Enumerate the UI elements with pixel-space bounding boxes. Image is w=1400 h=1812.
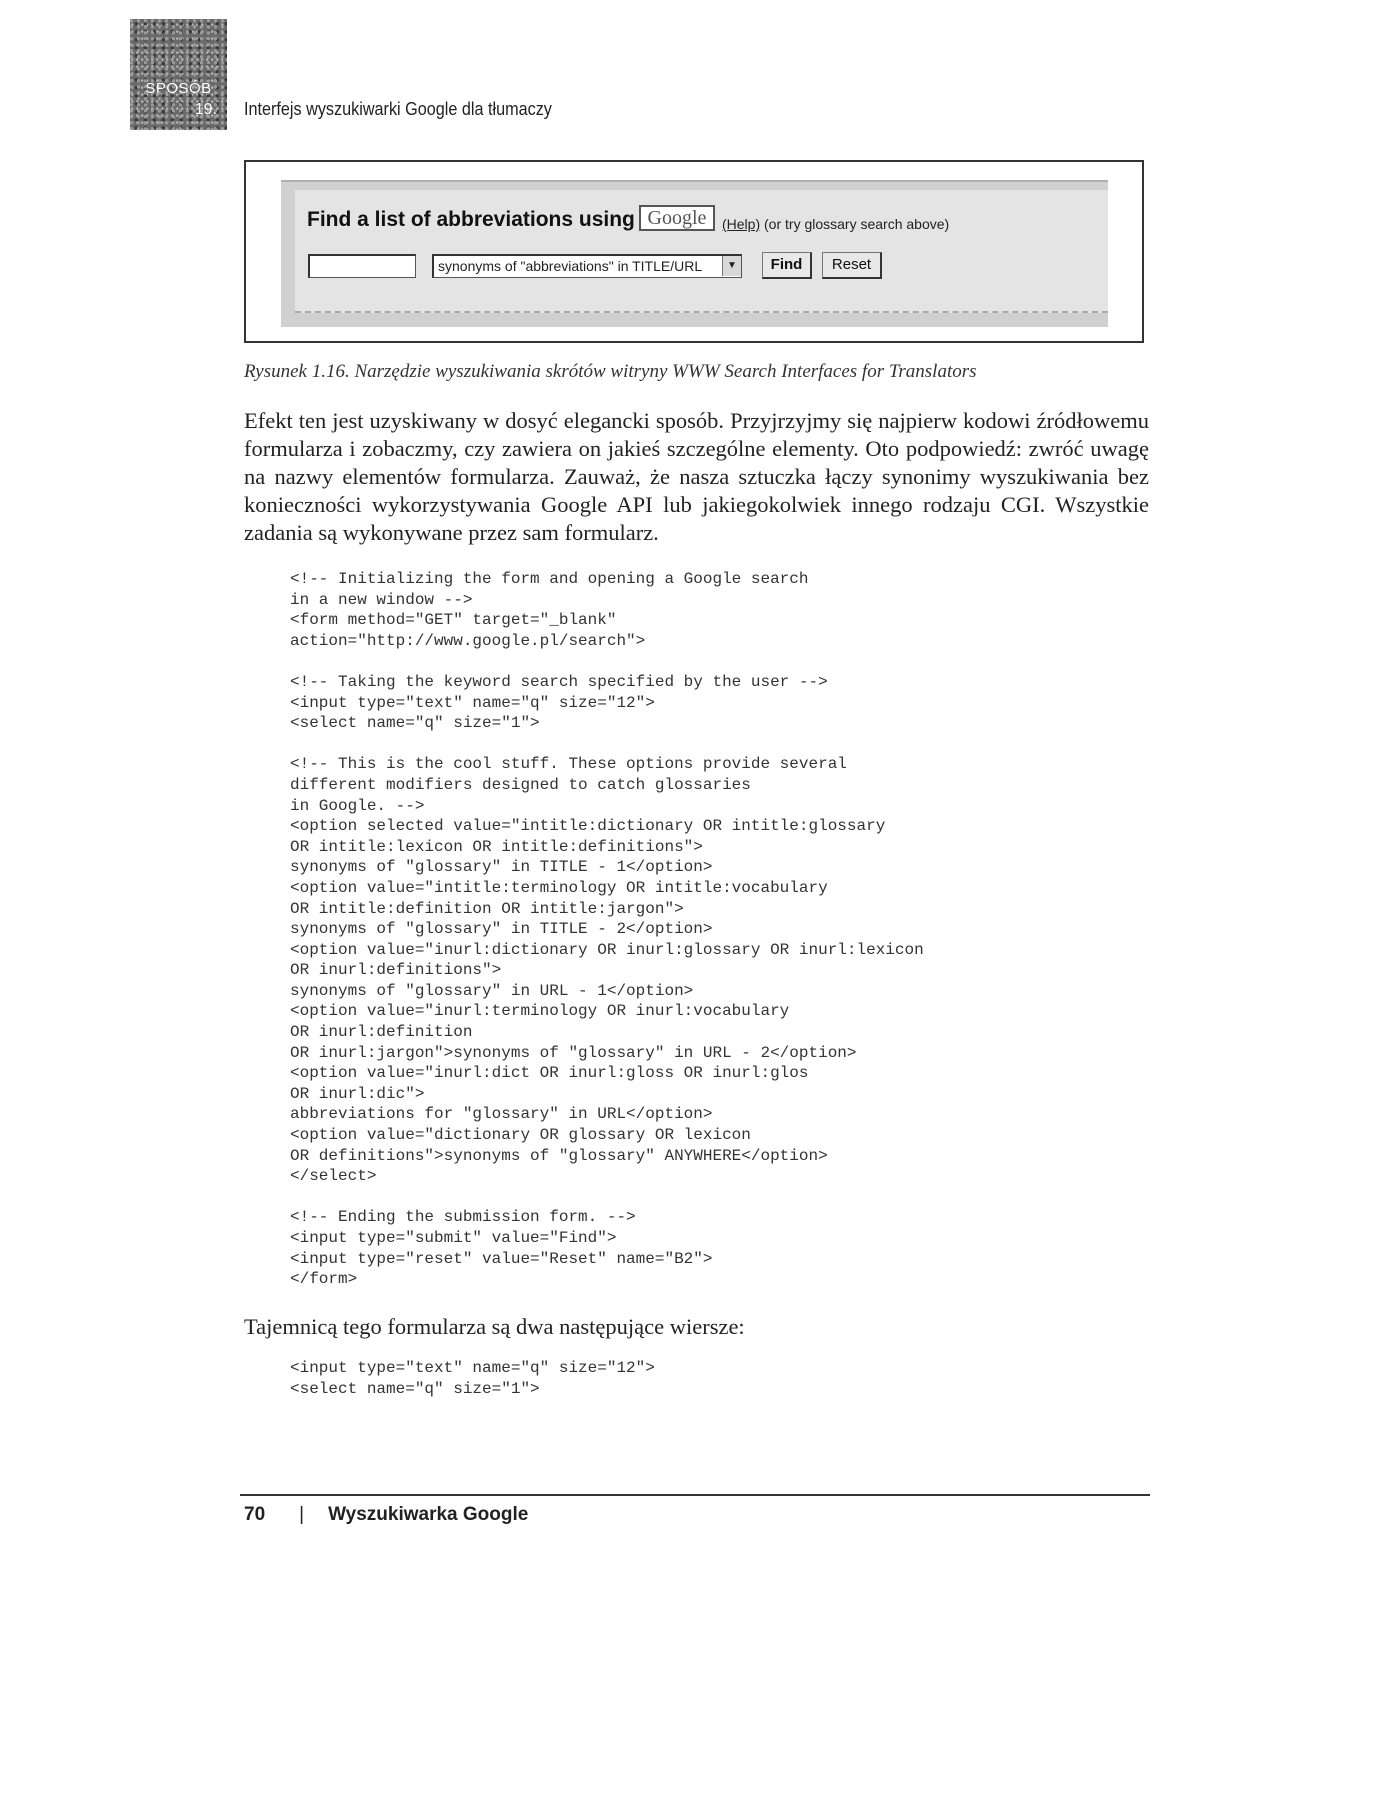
badge-label: SPOSÓB	[145, 80, 212, 97]
find-button[interactable]: Find	[762, 252, 812, 279]
figure-caption: Rysunek 1.16. Narzędzie wyszukiwania skrótów witryny WWW Search Interfaces for Translators	[244, 361, 977, 382]
google-logo: Google	[639, 205, 715, 231]
paragraph-intro: Efekt ten jest uzyskiwany w dosyć elegancki sposób. Przyjrzyjmy się najpierw kodowi źródłowemu formularza i zobaczmy, czy zawiera on jakieś szczególne elementy. Oto podpowiedź: zwróć uwagę na nazwy elementów formularza. Zauważ, że nasza sztuczka łączy synonimy wyszukiwania bez konieczności wykorzystywania Google API lub jakiegokolwiek innego rodzaju CGI. Wszystkie zadania są wykonywane przez sam formularz.	[244, 408, 1149, 545]
search-panel-inner	[295, 190, 1108, 313]
code-listing-lines: <input type="text" name="q" size="12"> <select name="q" size="1">	[290, 1359, 655, 1398]
footer-separator: |	[299, 1504, 305, 1525]
page-number: 70	[244, 1504, 266, 1525]
panel-title: Find a list of abbreviations using	[307, 208, 635, 231]
reset-button[interactable]: Reset	[822, 252, 882, 279]
search-input[interactable]	[308, 254, 416, 278]
select-value: synonyms of "abbreviations" in TITLE/URL	[438, 258, 703, 274]
chapter-badge	[130, 19, 227, 130]
code-listing-form: <!-- Initializing the form and opening a Google search in a new window --> <form method="GET" target="_blank" action="http://www.google.pl/search"> <!-- Taking the keyword search specified by the user --> <input type="text" name="q" size="12"> <select name="q" size="1"> <!-- This is the cool stuff. These options provide several different modifiers designed to catch glossaries in Google. --> <option selected value="intitle:dictionary OR intitle:glossary OR intitle:lexicon OR intitle:definitions"> synonyms of "glossary" in TITLE - 1</option> <option value="intitle:terminology OR intitle:vocabulary OR intitle:definition OR intitle:jargon"> synonyms of "glossary" in TITLE - 2</option> <option value="inurl:dictionary OR inurl:glossary OR inurl:lexicon OR inurl:definitions"> synonyms of "glossary" in URL - 1</option> <option value="inurl:terminology OR inurl:vocabulary OR inurl:definition OR inurl:jargon">synonyms of "glossary" in URL - 2</option> <option value="inurl:dict OR inurl:gloss OR inurl:glos OR inurl:dic"> abbreviations for "glossary" in URL</option> <option value="dictionary OR glossary OR lexicon OR definitions">synonyms of "glossary" ANYWHERE</option> </select> <!-- Ending the submission form. --> <input type="submit" value="Find"> <input type="reset" value="Reset" name="B2"> </form>	[290, 570, 924, 1289]
search-panel	[281, 180, 1108, 327]
help-link[interactable]: (Help)	[722, 216, 761, 232]
footer-rule	[240, 1494, 1150, 1496]
running-title: Interfejs wyszukiwarki Google dla tłumaczy	[244, 99, 552, 119]
badge-number: 19.	[194, 101, 217, 118]
help-note: (or try glossary search above)	[764, 216, 950, 232]
page-footer	[244, 1504, 528, 1526]
book-title: Wyszukiwarka Google	[328, 1504, 529, 1525]
figure-screenshot	[244, 160, 1144, 343]
help-text	[722, 216, 949, 232]
chevron-down-icon[interactable]: ▼	[722, 256, 741, 276]
modifier-select[interactable]	[432, 254, 742, 278]
paragraph-secret: Tajemnicą tego formularza są dwa następujące wiersze:	[244, 1314, 745, 1339]
